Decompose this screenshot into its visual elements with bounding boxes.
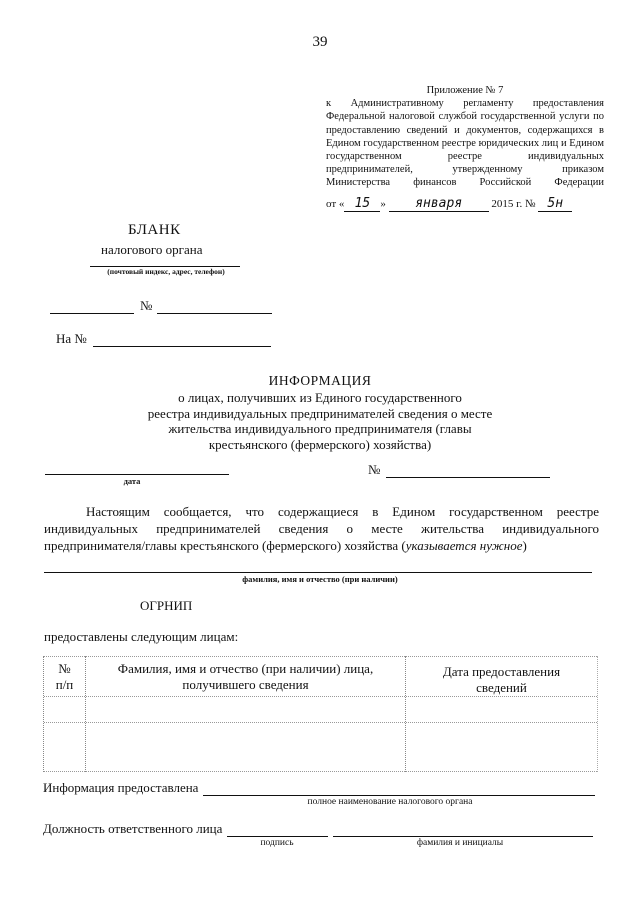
ogrnip-label: ОГРНИП xyxy=(140,598,193,613)
info-subtitle-line: реестра индивидуальных предпринимателей сведения о месте xyxy=(147,405,493,421)
provided-to-label: предоставлены следующим лицам: xyxy=(44,629,239,644)
info-date-label: дата xyxy=(123,476,141,486)
appendix-block xyxy=(326,84,604,190)
reply-to-line xyxy=(93,346,271,347)
order-line xyxy=(326,196,572,212)
info-no-line xyxy=(386,477,550,478)
info-date-line xyxy=(45,474,229,475)
notice-text: Настоящим сообщается, что содержащиеся в Едином государственном реестре индивидуальных предпринимателей сведения о месте жительства индивидуального предпринимателя/главы крестьянского (фермерского) хозяйства ( xyxy=(44,504,599,553)
signature-line xyxy=(227,836,328,837)
page-number: 39 xyxy=(312,34,328,50)
info-subtitle-line: жительства индивидуального предпринимателя (главы xyxy=(168,421,472,436)
info-provided-label: Информация предоставлена xyxy=(43,780,199,795)
notice-tail: ) xyxy=(522,538,527,553)
notice-paragraph xyxy=(44,503,599,554)
table-header-number-line1: № xyxy=(58,661,71,676)
order-year: 2015 г. № xyxy=(491,198,536,210)
table-border-bottom xyxy=(44,771,597,772)
info-no-label: № xyxy=(368,462,381,477)
outgoing-date-line xyxy=(50,313,134,314)
info-subtitle xyxy=(0,390,640,452)
appendix-title: Приложение № 7 xyxy=(426,85,504,96)
info-subtitle-line: о лицах, получивших из Единого государственного xyxy=(178,390,462,405)
org-name-label: полное наименование налогового органа xyxy=(307,797,473,807)
initials-label: фамилия и инициалы xyxy=(416,838,504,848)
recipients-table xyxy=(43,656,598,772)
outgoing-no-line xyxy=(157,313,272,314)
order-prefix: от « xyxy=(326,198,345,210)
appendix-body-last: Министерства финансов Российской Федерации xyxy=(326,177,604,189)
info-title: ИНФОРМАЦИЯ xyxy=(268,373,372,388)
table-header-number xyxy=(44,661,85,693)
initials-line xyxy=(333,836,593,837)
org-name-line xyxy=(203,795,595,796)
notice-italic: указывается нужное xyxy=(405,538,523,553)
table-header-date-line2: сведений xyxy=(476,680,527,695)
order-day: 15 xyxy=(344,196,380,212)
blank-address-note: (почтовый индекс, адрес, телефон) xyxy=(107,267,225,276)
blank-subtitle: налогового органа xyxy=(101,242,203,257)
position-label: Должность ответственного лица xyxy=(43,821,223,836)
table-row-divider xyxy=(44,722,597,723)
table-header-fio-line1: Фамилия, имя и отчество (при наличии) лица, xyxy=(117,661,374,676)
reply-to-label: На № xyxy=(56,331,87,346)
table-header-fio-line2: получившего сведения xyxy=(182,677,309,692)
table-header-divider xyxy=(44,696,597,697)
table-header-number-line2: п/п xyxy=(55,677,74,692)
order-month: января xyxy=(389,196,489,212)
fio-label: фамилия, имя и отчество (при наличии) xyxy=(242,574,398,584)
blank-title: БЛАНК xyxy=(128,222,181,238)
info-subtitle-line: крестьянского (фермерского) хозяйства) xyxy=(208,436,432,452)
appendix-body: к Административному регламенту предоставления Федеральной налоговой службой государственной услуги по предоставлению сведений и документов, содержащихся в Едином государственном реестре юридических лиц и Едином государственном реестре индивидуальных предпринимателей, утвержденному приказом xyxy=(326,98,604,176)
order-number: 5н xyxy=(538,196,572,212)
outgoing-no-label: № xyxy=(140,298,153,313)
table-header-date-line1: Дата предоставления xyxy=(442,664,561,679)
table-header-date xyxy=(406,664,597,696)
order-mid: » xyxy=(380,198,386,210)
fio-line xyxy=(44,572,592,573)
table-header-fio xyxy=(86,661,405,693)
table-border-top xyxy=(44,656,597,657)
signature-label: подпись xyxy=(260,838,294,848)
